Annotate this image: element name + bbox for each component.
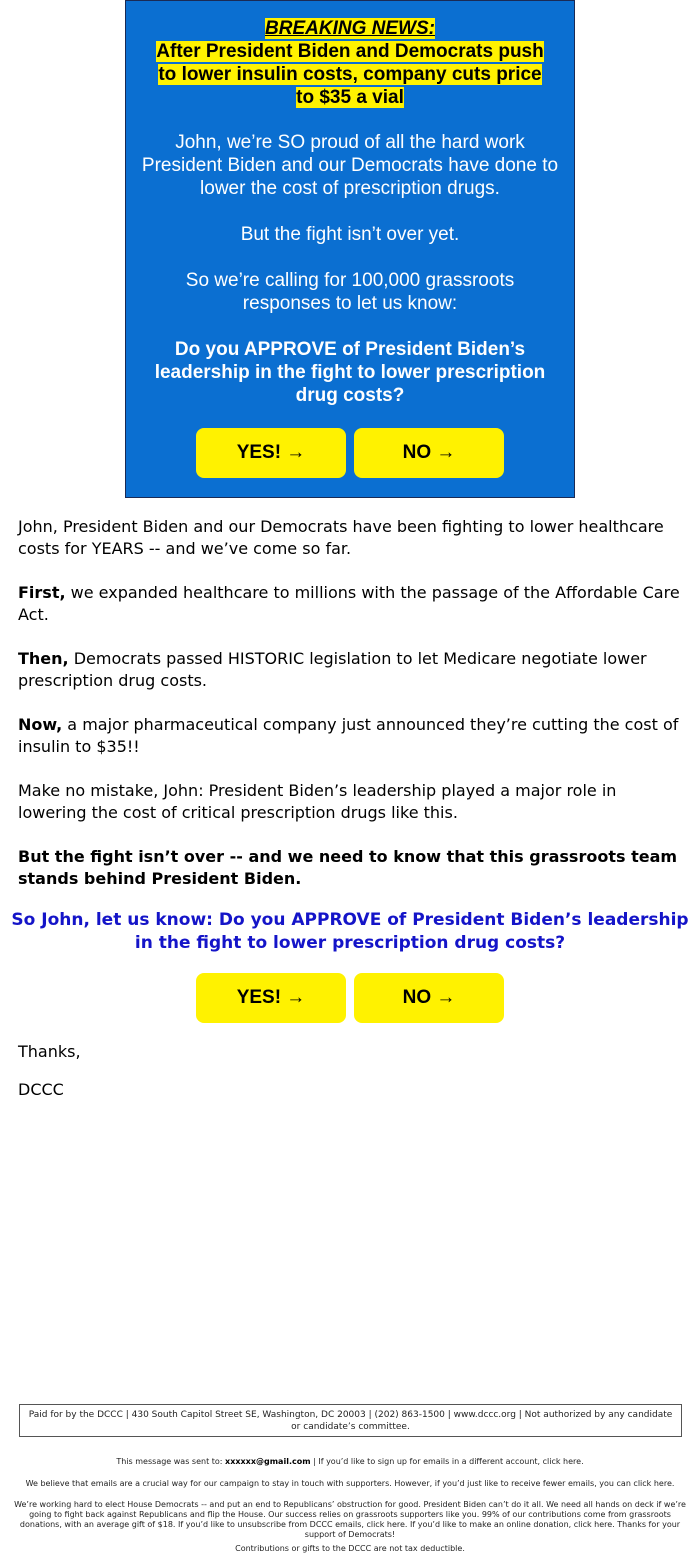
body-first [18,582,683,626]
first-text: we expanded healthcare to millions with the passage of the Affordable Care Act. [18,583,680,624]
tax-disclaimer: Contributions or gifts to the DCCC are not tax deductible. [235,1544,465,1553]
body-now [18,714,683,758]
working-text-a: We’re working hard to elect House Democrats -- and put an end to Republicans’ obstruction for good. President Biden can’t do it all. We need all hands on deck if we’re going to fight back against Republicans and flip the House. Our success relies on grassroots supporters like you. 99% of our contributions come from grassroots donations, with an average gift of $18. If you’d like to unsubscribe from DCCC emails, click [14,1500,686,1529]
signup-here-link[interactable]: here [563,1457,582,1466]
email-body [18,516,683,912]
donate-here-link[interactable]: here [594,1520,613,1529]
headline-line-2: to lower insulin costs, company cuts price [158,64,542,85]
body-then [18,648,683,692]
hero-no-button[interactable]: NO → [354,428,504,478]
now-text: a major pharmaceutical company just announced they’re cutting the cost of insulin to $35!! [18,715,679,756]
sent-to-suffix: | If you’d like to sign up for emails in a different account, click [310,1457,564,1466]
cta-yes-button[interactable]: YES! → [196,973,346,1023]
unsubscribe-here-link[interactable]: here [386,1520,405,1529]
then-lead: Then, [18,649,69,668]
working-text-b: . If you’d like to make an online donation, click [404,1520,595,1529]
cta-no-button[interactable]: NO → [354,973,504,1023]
headline [144,17,556,109]
sent-to-period: . [581,1457,584,1466]
sent-to-email: xxxxxx@gmail.com [225,1457,311,1466]
cta-button-row [0,973,700,1023]
breaking-news-label: BREAKING NEWS: [265,18,435,39]
fewer-emails-text: We believe that emails are a crucial way for our campaign to stay in touch with supporters. However, if you’d just like to receive fewer emails, you can click [25,1479,654,1488]
sent-to-prefix: This message was sent to: [116,1457,226,1466]
fewer-emails-period: . [671,1479,675,1488]
signoff-sender: DCCC [18,1080,64,1099]
fewer-emails-here-link[interactable]: here [653,1479,672,1488]
body-fight: But the fight isn’t over -- and we need to know that this grassroots team stands behind President Biden. [18,847,678,888]
paid-for-disclaimer: Paid for by the DCCC | 430 South Capitol Street SE, Washington, DC 20003 | (202) 863-1500 | www.dccc.org | Not authorized by any candidate or candidate’s committee. [19,1404,682,1437]
hero-yes-button[interactable]: YES! → [196,428,346,478]
sent-to-notice [12,1457,688,1467]
working-hard-notice [12,1500,688,1540]
hero-question: Do you APPROVE of President Biden’s leadership in the fight to lower prescription drug costs? [154,339,546,406]
working-text-c: . Thanks for your support of Democrats! [304,1520,681,1539]
body-mistake: Make no mistake, John: President Biden’s leadership played a major role in lowering the cost of critical prescription drugs like this. [18,781,617,822]
body-intro: John, President Biden and our Democrats have been fighting to lower healthcare costs for YEARS -- and we’ve come so far. [18,517,664,558]
headline-line-1: After President Biden and Democrats push [156,41,544,62]
headline-line-3: to $35 a vial [296,87,404,108]
fewer-emails-notice [12,1479,688,1489]
hero-paragraph-pride: John, we’re SO proud of all the hard work President Biden and our Democrats have done to lower the cost of prescription drugs. [141,132,559,199]
hero-button-row [126,428,574,478]
hero-paragraph-calling: So we’re calling for 100,000 grassroots responses to let us know: [185,270,515,314]
then-text: Democrats passed HISTORIC legislation to let Medicare negotiate lower prescription drug costs. [18,649,647,690]
breaking-news-banner [125,0,575,498]
signoff-thanks: Thanks, [18,1042,81,1061]
signoff [18,1041,81,1117]
now-lead: Now, [18,715,63,734]
hero-paragraph-fight: But the fight isn’t over yet. [240,224,460,245]
cta-question: So John, let us know: Do you APPROVE of President Biden’s leadership in the fight to lower prescription drug costs? [11,910,689,953]
first-lead: First, [18,583,66,602]
